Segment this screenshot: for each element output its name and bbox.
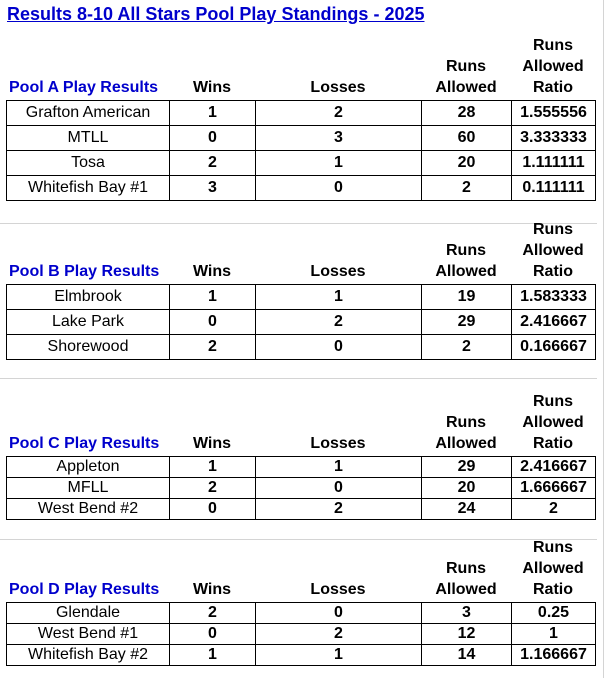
wins-cell: 0 [170,499,256,520]
wins-header: Wins [192,581,232,598]
wins-cell: 1 [170,101,256,126]
losses-cell: 1 [256,645,422,666]
losses-cell: 2 [256,310,422,335]
runs-allowed-cell: 29 [422,310,512,335]
runs-allowed-cell: 19 [422,285,512,310]
ratio-line2: Allowed [522,560,584,577]
wins-header: Wins [192,435,232,452]
team-name: Tosa [7,151,170,176]
runs-allowed-cell: 12 [422,624,512,645]
ratio-cell: 1.666667 [512,478,596,499]
ratio-line2: Allowed [522,414,584,431]
runs-allowed-header [421,412,511,454]
table-row [7,126,596,151]
runs-allowed-cell: 20 [422,151,512,176]
wins-cell: 2 [170,603,256,624]
pool-a-section [6,37,595,201]
ratio-cell: 1 [512,624,596,645]
wins-header: Wins [192,79,232,96]
pool-title: Pool D Play Results [9,581,160,598]
table-row [7,310,596,335]
losses-cell: 1 [256,457,422,478]
table-row [7,457,596,478]
page-title: Results 8-10 All Stars Pool Play Standings - 2025 [7,4,425,24]
ratio-line1: Runs [533,221,573,238]
runs-line1: Runs [446,58,486,75]
team-name: Glendale [7,603,170,624]
team-name: MTLL [7,126,170,151]
team-name: Shorewood [7,335,170,360]
wins-cell: 2 [170,151,256,176]
table-row [7,335,596,360]
team-name: Grafton American [7,101,170,126]
losses-cell: 2 [256,624,422,645]
pool-title: Pool A Play Results [9,79,159,96]
losses-header: Losses [310,263,366,280]
ratio-header [511,35,595,98]
pool-header [6,393,595,456]
team-name: West Bend #2 [7,499,170,520]
team-name: Appleton [7,457,170,478]
wins-cell: 0 [170,126,256,151]
pool-header [6,539,595,602]
runs-allowed-header [421,558,511,600]
runs-allowed-cell: 29 [422,457,512,478]
losses-cell: 3 [256,126,422,151]
wins-cell: 0 [170,310,256,335]
runs-allowed-cell: 24 [422,499,512,520]
losses-header: Losses [310,79,366,96]
table-row [7,285,596,310]
pool-c-section [6,393,595,520]
wins-cell: 1 [170,285,256,310]
team-name: MFLL [7,478,170,499]
losses-cell: 0 [256,603,422,624]
runs-allowed-cell: 60 [422,126,512,151]
ratio-cell: 2 [512,499,596,520]
ratio-cell: 2.416667 [512,310,596,335]
wins-cell: 3 [170,176,256,201]
runs-line2: Allowed [435,263,497,280]
runs-allowed-header [421,56,511,98]
losses-cell: 2 [256,499,422,520]
table-row [7,151,596,176]
team-name: Elmbrook [7,285,170,310]
losses-cell: 1 [256,285,422,310]
pool-title: Pool C Play Results [9,435,160,452]
runs-line1: Runs [446,242,486,259]
ratio-cell: 1.166667 [512,645,596,666]
wins-cell: 1 [170,645,256,666]
runs-allowed-cell: 2 [422,176,512,201]
losses-cell: 2 [256,101,422,126]
ratio-header [511,391,595,454]
wins-cell: 0 [170,624,256,645]
runs-line1: Runs [446,414,486,431]
ratio-header [511,219,595,282]
team-name: Lake Park [7,310,170,335]
runs-line2: Allowed [435,435,497,452]
losses-cell: 0 [256,176,422,201]
losses-header: Losses [310,581,366,598]
ratio-header [511,537,595,600]
standings-table [6,100,596,201]
runs-line1: Runs [446,560,486,577]
losses-cell: 0 [256,478,422,499]
ratio-cell: 1.555556 [512,101,596,126]
ratio-line3: Ratio [533,79,573,96]
ratio-cell: 0.166667 [512,335,596,360]
pool-title: Pool B Play Results [9,263,160,280]
pool-header [6,221,595,284]
ratio-cell: 1.583333 [512,285,596,310]
wins-header: Wins [192,263,232,280]
wins-cell: 2 [170,335,256,360]
runs-allowed-header [421,240,511,282]
pool-b-section [6,221,595,360]
ratio-cell: 3.333333 [512,126,596,151]
runs-allowed-cell: 20 [422,478,512,499]
runs-allowed-cell: 14 [422,645,512,666]
gridline-right [603,0,604,678]
standings-table [6,456,596,520]
team-name: Whitefish Bay #1 [7,176,170,201]
pool-d-section [6,539,595,666]
section-separator [0,378,597,379]
losses-cell: 0 [256,335,422,360]
losses-header: Losses [310,435,366,452]
ratio-line3: Ratio [533,435,573,452]
losses-cell: 1 [256,151,422,176]
ratio-line3: Ratio [533,263,573,280]
table-row [7,603,596,624]
table-row [7,101,596,126]
table-row [7,624,596,645]
ratio-line1: Runs [533,539,573,556]
ratio-line3: Ratio [533,581,573,598]
ratio-cell: 0.25 [512,603,596,624]
wins-cell: 1 [170,457,256,478]
ratio-line1: Runs [533,393,573,410]
team-name: Whitefish Bay #2 [7,645,170,666]
pool-header [6,37,595,100]
table-row [7,478,596,499]
runs-allowed-cell: 2 [422,335,512,360]
standings-table [6,602,596,666]
ratio-line2: Allowed [522,242,584,259]
runs-allowed-cell: 3 [422,603,512,624]
runs-line2: Allowed [435,79,497,96]
wins-cell: 2 [170,478,256,499]
table-row [7,645,596,666]
runs-allowed-cell: 28 [422,101,512,126]
team-name: West Bend #1 [7,624,170,645]
ratio-cell: 0.111111 [512,176,596,201]
table-row [7,176,596,201]
ratio-line2: Allowed [522,58,584,75]
table-row [7,499,596,520]
ratio-cell: 2.416667 [512,457,596,478]
ratio-cell: 1.111111 [512,151,596,176]
standings-table [6,284,596,360]
ratio-line1: Runs [533,37,573,54]
runs-line2: Allowed [435,581,497,598]
